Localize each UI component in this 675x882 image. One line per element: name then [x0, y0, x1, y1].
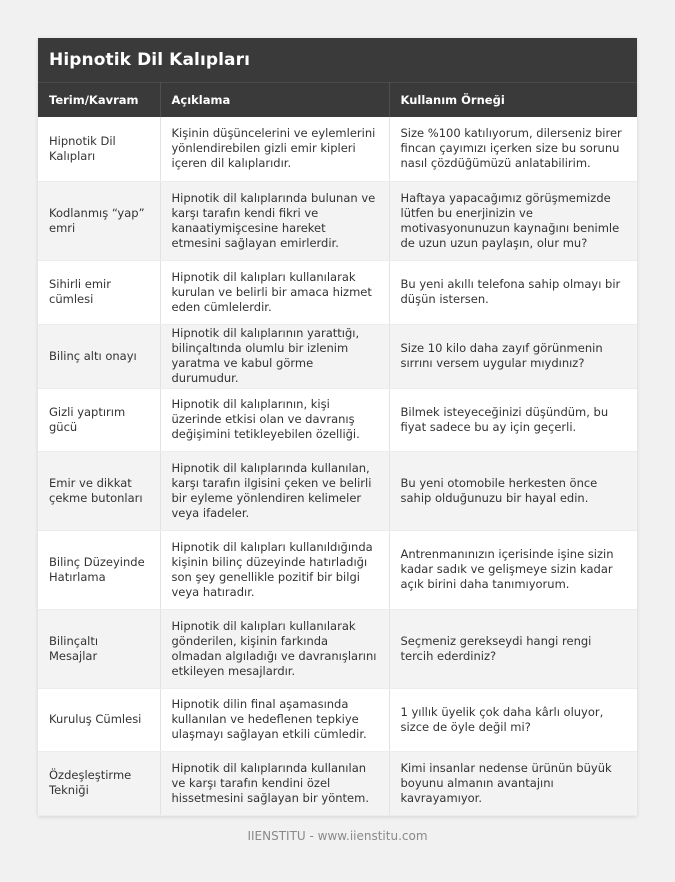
description-cell: Hipnotik dil kalıplarında kullanılan, karşı tarafın ilgisini çeken ve belirli bir eyleme yönlendiren kelimeler veya ifadeler.: [160, 451, 389, 530]
term-cell: Kodlanmış “yap” emri: [38, 181, 160, 260]
glossary-card: [38, 38, 637, 816]
table-row: [38, 260, 637, 324]
term-cell: Gizli yaptırım gücü: [38, 388, 160, 451]
footer-credit: IIENSTITU - www.iienstitu.com: [247, 829, 428, 843]
term-cell: Kuruluş Cümlesi: [38, 688, 160, 751]
table-row: [38, 530, 637, 609]
description-cell: Hipnotik dilin final aşamasında kullanılan ve hedeflenen tepkiye ulaşmayı sağlayan etkili cümledir.: [160, 688, 389, 751]
example-cell: Seçmeniz gerekseydi hangi rengi tercih ederdiniz?: [389, 609, 637, 688]
description-cell: Kişinin düşüncelerini ve eylemlerini yönlendirebilen gizli emir kipleri içeren dil kalıplarıdır.: [160, 117, 389, 181]
example-cell: Haftaya yapacağımız görüşmemizde lütfen bu enerjinizin ve motivasyonunuzun kaynağını benimle de uzun uzun paylaşın, olur mu?: [389, 181, 637, 260]
header-row: [38, 83, 637, 118]
description-cell: Hipnotik dil kalıplarının yarattığı, bilinçaltında olumlu bir izlenim yaratma ve kabul görme durumudur.: [160, 324, 389, 388]
description-cell: Hipnotik dil kalıplarında kullanılan ve karşı tarafın kendini özel hissetmesini sağlayan bir yöntem.: [160, 751, 389, 815]
term-cell: Hipnotik Dil Kalıpları: [38, 117, 160, 181]
example-cell: Kimi insanlar nedense ürünün büyük boyunu almanın avantajını kavrayamıyor.: [389, 751, 637, 815]
header-description: Açıklama: [160, 83, 389, 118]
table-row: [38, 181, 637, 260]
table-title: Hipnotik Dil Kalıpları: [38, 38, 637, 82]
example-cell: Antrenmanınızın içerisinde işine sizin kadar sadık ve gelişmeye sizin kadar açık birini daha tanımıyorum.: [389, 530, 637, 609]
term-cell: Emir ve dikkat çekme butonları: [38, 451, 160, 530]
example-cell: Size %100 katılıyorum, dilerseniz birer fincan çayımızı içerken size bu sorunu nasıl çözdüğümüzü anlatabilirim.: [389, 117, 637, 181]
example-cell: Bu yeni akıllı telefona sahip olmayı bir düşün istersen.: [389, 260, 637, 324]
header-example: Kullanım Örneği: [389, 83, 637, 118]
term-cell: Bilinçaltı Mesajlar: [38, 609, 160, 688]
term-cell: Sihirli emir cümlesi: [38, 260, 160, 324]
table-row: [38, 688, 637, 751]
table-row: [38, 388, 637, 451]
example-cell: 1 yıllık üyelik çok daha kârlı oluyor, sizce de öyle değil mi?: [389, 688, 637, 751]
description-cell: Hipnotik dil kalıpları kullanılarak gönderilen, kişinin farkında olmadan algıladığı ve davranışlarını etkileyen mesajlardır.: [160, 609, 389, 688]
description-cell: Hipnotik dil kalıpları kullanıldığında kişinin bilinç düzeyinde hatırladığı son şey genellikle pozitif bir bilgi veya hatıradır.: [160, 530, 389, 609]
term-cell: Bilinç Düzeyinde Hatırlama: [38, 530, 160, 609]
description-cell: Hipnotik dil kalıplarında bulunan ve karşı tarafın kendi fikri ve kanaatiymişcesine hareket etmesini sağlayan emirlerdir.: [160, 181, 389, 260]
term-cell: Bilinç altı onayı: [38, 324, 160, 388]
example-cell: Bu yeni otomobile herkesten önce sahip olduğunuzu bir hayal edin.: [389, 451, 637, 530]
example-cell: Size 10 kilo daha zayıf görünmenin sırrını versem uygular mıydınız?: [389, 324, 637, 388]
example-cell: Bilmek isteyeceğinizi düşündüm, bu fiyat sadece bu ay için geçerli.: [389, 388, 637, 451]
glossary-table: [38, 82, 637, 816]
table-row: [38, 451, 637, 530]
header-term: Terim/Kavram: [38, 83, 160, 118]
table-row: [38, 117, 637, 181]
table-row: [38, 751, 637, 815]
table-row: [38, 609, 637, 688]
description-cell: Hipnotik dil kalıpları kullanılarak kurulan ve belirli bir amaca hizmet eden cümlelerdir.: [160, 260, 389, 324]
description-cell: Hipnotik dil kalıplarının, kişi üzerinde etkisi olan ve davranış değişimini tetikleyebilen özelliği.: [160, 388, 389, 451]
term-cell: Özdeşleştirme Tekniği: [38, 751, 160, 815]
table-row: [38, 324, 637, 388]
